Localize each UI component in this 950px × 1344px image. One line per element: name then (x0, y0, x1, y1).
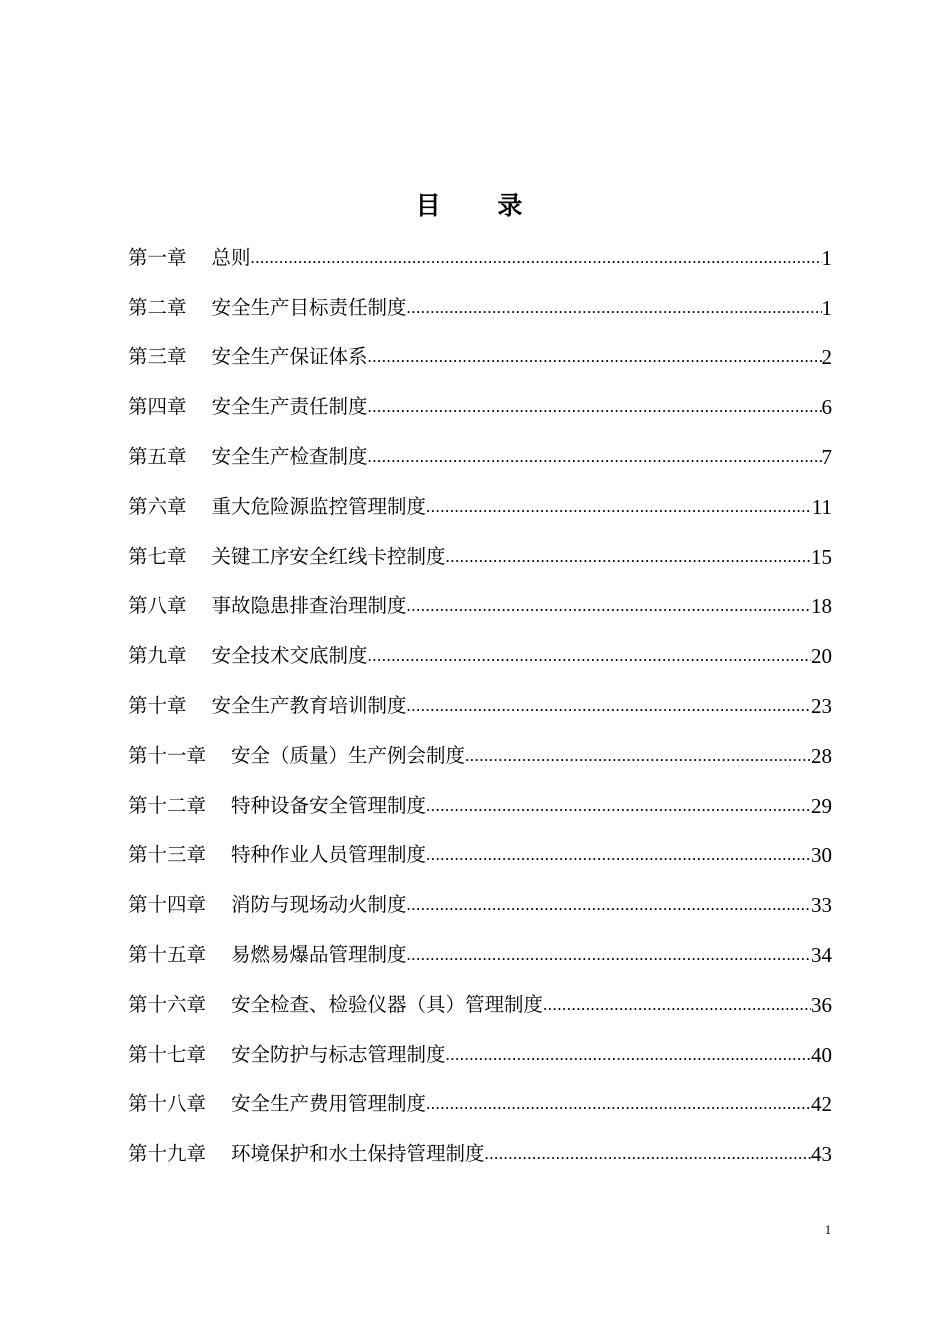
entry-title: 易燃易爆品管理制度 (231, 943, 407, 967)
entry-chapter: 第二章 (128, 295, 187, 319)
entry-chapter: 第九章 (128, 644, 187, 668)
entry-title: 安全生产教育培训制度 (211, 694, 407, 718)
toc-entry[interactable] (128, 631, 832, 681)
entry-chapter: 第八章 (128, 594, 187, 618)
dot-leader (485, 1141, 811, 1167)
dot-leader (368, 344, 822, 370)
entry-chapter: 第十二章 (128, 793, 207, 817)
dot-leader (407, 892, 811, 918)
entry-chapter: 第一章 (128, 245, 187, 269)
dot-leader (426, 842, 811, 868)
toc-entry[interactable] (128, 930, 832, 980)
entry-title: 安全生产保证体系 (211, 345, 368, 369)
entry-chapter: 第三章 (128, 345, 187, 369)
entry-title: 安全防护与标志管理制度 (231, 1042, 446, 1066)
entry-chapter: 第七章 (128, 544, 187, 568)
toc-entry[interactable] (128, 880, 832, 930)
entry-page-number: 28 (811, 743, 832, 768)
entry-page-number: 33 (811, 893, 832, 918)
toc-entry[interactable] (128, 681, 832, 731)
dot-leader (465, 743, 811, 769)
entry-chapter: 第十九章 (128, 1142, 207, 1166)
entry-chapter: 第十三章 (128, 843, 207, 867)
dot-leader (426, 494, 812, 520)
toc-entry[interactable] (128, 1080, 832, 1130)
entry-title: 安全生产费用管理制度 (231, 1092, 427, 1116)
toc-entry[interactable] (128, 731, 832, 781)
entry-chapter: 第六章 (128, 494, 187, 518)
footer-page-number: 1 (824, 1222, 832, 1237)
entry-page-number: 18 (811, 594, 832, 619)
entry-chapter: 第十章 (128, 694, 187, 718)
entry-title: 特种设备安全管理制度 (231, 793, 427, 817)
dot-leader (426, 793, 811, 819)
entry-page-number: 6 (821, 395, 832, 420)
entry-title: 安全（质量）生产例会制度 (231, 743, 466, 767)
entry-page-number: 23 (811, 694, 832, 719)
dot-leader (368, 444, 822, 470)
entry-chapter: 第十五章 (128, 943, 207, 967)
toc-entry[interactable] (128, 1030, 832, 1080)
entry-page-number: 1 (821, 295, 832, 320)
toc-title: 目 录 (415, 191, 547, 220)
toc-entry[interactable] (128, 432, 832, 482)
entry-title: 安全生产检查制度 (211, 445, 368, 469)
entry-title: 特种作业人员管理制度 (231, 843, 427, 867)
toc-entry[interactable] (128, 283, 832, 333)
dot-leader (407, 693, 811, 719)
entry-page-number: 34 (811, 943, 832, 968)
entry-page-number: 42 (811, 1092, 832, 1117)
toc-entry[interactable] (128, 532, 832, 582)
entry-title: 安全检查、检验仪器（具）管理制度 (231, 992, 544, 1016)
entry-page-number: 29 (811, 793, 832, 818)
entry-page-number: 1 (821, 245, 832, 270)
dot-leader (446, 544, 811, 570)
entry-chapter: 第十四章 (128, 893, 207, 917)
entry-page-number: 7 (821, 445, 832, 470)
toc-entry[interactable] (128, 233, 832, 283)
entry-title: 环境保护和水土保持管理制度 (231, 1142, 485, 1166)
entry-page-number: 20 (811, 644, 832, 669)
entry-page-number: 30 (811, 843, 832, 868)
dot-leader (251, 245, 822, 271)
entry-chapter: 第五章 (128, 445, 187, 469)
toc-entry[interactable] (128, 333, 832, 383)
entry-chapter: 第十八章 (128, 1092, 207, 1116)
entry-title: 重大危险源监控管理制度 (211, 494, 427, 518)
dot-leader (407, 942, 811, 968)
table-of-contents (128, 233, 832, 1179)
entry-chapter: 第四章 (128, 395, 187, 419)
entry-page-number: 43 (811, 1142, 832, 1167)
entry-title: 安全生产目标责任制度 (211, 295, 407, 319)
entry-page-number: 11 (811, 494, 832, 519)
entry-chapter: 第十六章 (128, 992, 207, 1016)
entry-title: 总则 (211, 245, 251, 269)
entry-chapter: 第十七章 (128, 1042, 207, 1066)
toc-entry[interactable] (128, 831, 832, 881)
dot-leader (543, 992, 811, 1018)
toc-entry[interactable] (128, 482, 832, 532)
entry-title: 关键工序安全红线卡控制度 (211, 544, 446, 568)
dot-leader (368, 394, 822, 420)
entry-title: 消防与现场动火制度 (231, 893, 407, 917)
toc-entry[interactable] (128, 980, 832, 1030)
dot-leader (426, 1091, 811, 1117)
dot-leader (407, 593, 811, 619)
entry-page-number: 2 (821, 345, 832, 370)
entry-page-number: 36 (811, 992, 832, 1017)
dot-leader (446, 1042, 811, 1068)
entry-title: 安全生产责任制度 (211, 395, 368, 419)
toc-entry[interactable] (128, 582, 832, 632)
dot-leader (407, 295, 822, 321)
toc-entry[interactable] (128, 1129, 832, 1179)
entry-page-number: 40 (811, 1042, 832, 1067)
toc-entry[interactable] (128, 781, 832, 831)
entry-page-number: 15 (811, 544, 832, 569)
toc-entry[interactable] (128, 382, 832, 432)
entry-title: 安全技术交底制度 (211, 644, 368, 668)
entry-chapter: 第十一章 (128, 743, 207, 767)
entry-title: 事故隐患排查治理制度 (211, 594, 407, 618)
dot-leader (368, 643, 811, 669)
